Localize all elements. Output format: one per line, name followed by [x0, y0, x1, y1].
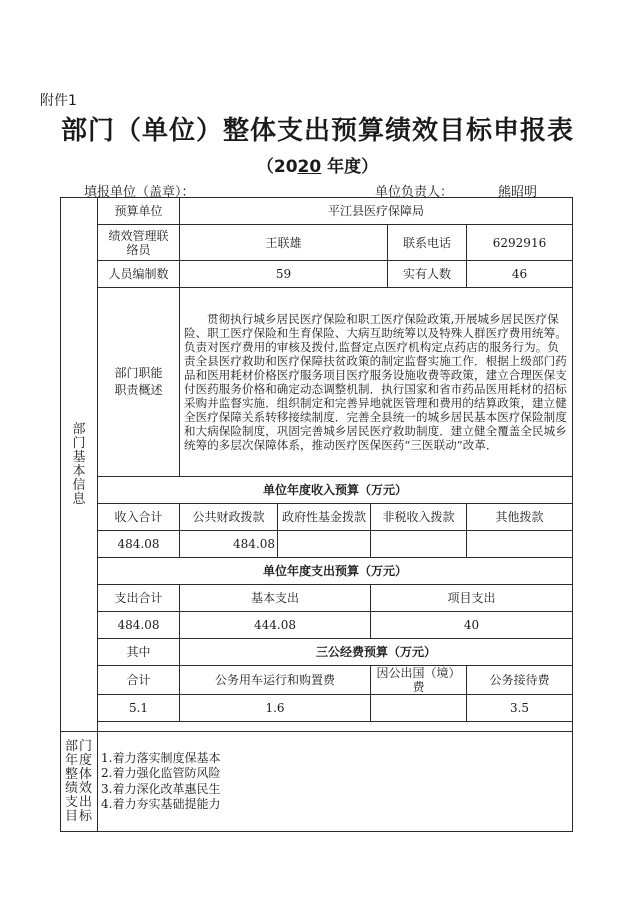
expense-header-basic: 基本支出: [180, 585, 371, 612]
goals-list: [98, 732, 573, 832]
expense-header-total: 支出合计: [98, 585, 180, 612]
staff-actual-value: 46: [467, 261, 573, 288]
three-public-value-abroad: [371, 695, 467, 722]
duty-label: 部门职能职责概述: [98, 288, 180, 477]
three-public-value-car: 1.6: [180, 695, 371, 722]
three-public-header-total: 合计: [98, 666, 180, 695]
year-number: 20: [297, 157, 322, 177]
expense-value-basic: 444.08: [180, 612, 371, 639]
year-line: [0, 152, 635, 177]
year-close: 年度）: [321, 157, 379, 177]
phone-value: 6292916: [467, 225, 573, 261]
income-value-total: 484.08: [98, 531, 180, 558]
goal-item: 4.着力夯实基础提能力: [101, 797, 221, 811]
income-value-fund: [278, 531, 371, 558]
goal-item: 1.着力落实制度保基本: [101, 750, 221, 765]
budget-unit-label: 预算单位: [98, 198, 180, 225]
phone-label: 联系电话: [388, 225, 467, 261]
year-open: （20: [256, 157, 298, 177]
attachment-label: 附件1: [40, 93, 77, 109]
three-public-header-reception: 公务接待费: [467, 666, 573, 695]
staff-quota-value: 59: [180, 261, 388, 288]
duty-text: 贯彻执行城乡居民医疗保险和职工医疗保险政策,开展城乡居民医疗保险、职工医疗保险和生育保险、大病互助统筹以及特殊人群医疗费用统筹。负责对医疗费用的审核及拨付,监督定点医疗机构定点药店的服务行为。负责全县医疗救助和医疗保障扶贫政策的制定监督实施工作．根据上级部门药品和医用耗材价格医疗服务项目医疗服务设施收费等政策，建立合理医保支付医药服务价格和确定动态调整机制．执行国家和省市药品医用耗材的招标采购并监督实施．组织制定和完善异地就医管理和费用的结算政策，建立健全医疗保障关系转移接续制度．完善全县统一的城乡居民基本医疗保险制度和大病保险制度，巩固完善城乡居民医疗救助制度．建立健全覆盖全民城乡统筹的多层次保障体系，推动医疗医保医药“三医联动”改革．: [180, 288, 573, 477]
leader-name: 熊昭明: [498, 185, 538, 200]
three-public-value-total: 5.1: [98, 695, 180, 722]
contact-label: 绩效管理联络员: [98, 225, 180, 261]
staff-quota-label: 人员编制数: [98, 261, 180, 288]
expense-header-project: 项目支出: [371, 585, 573, 612]
expense-value-total: 484.08: [98, 612, 180, 639]
page-title: 部门（单位）整体支出预算绩效目标申报表: [60, 116, 574, 146]
three-public-row-label: 其中: [98, 639, 180, 666]
three-public-value-reception: 3.5: [467, 695, 573, 722]
expense-title: 单位年度支出预算（万元）: [98, 558, 573, 585]
budget-table: [60, 197, 573, 832]
income-value-public: 484.08: [180, 531, 278, 558]
income-header-total: 收入合计: [98, 504, 180, 531]
goals-section-label: 部门年度整体绩效支出目标: [61, 732, 98, 832]
goal-item: 2.着力强化监管防风险: [101, 766, 221, 780]
income-header-nontax: 非税收入拨款: [371, 504, 467, 531]
three-public-title: 三公经费预算（万元）: [180, 639, 573, 666]
income-value-other: [467, 531, 573, 558]
three-public-header-abroad: 因公出国（境）费: [371, 666, 467, 695]
spacer-row: [98, 722, 573, 732]
income-title: 单位年度收入预算（万元）: [98, 477, 573, 504]
income-value-nontax: [371, 531, 467, 558]
goal-item: 3.着力深化改革惠民生: [101, 781, 221, 796]
budget-unit-value: 平江县医疗保障局: [180, 198, 573, 225]
income-header-fund: 政府性基金拨款: [278, 504, 371, 531]
leader-label: 单位负责人：: [375, 185, 454, 200]
three-public-header-car: 公务用车运行和购置费: [180, 666, 371, 695]
contact-name: 王联雄: [180, 225, 388, 261]
fill-unit-label: 填报单位（盖章）：: [84, 185, 195, 200]
income-header-other: 其他拨款: [467, 504, 573, 531]
income-header-public: 公共财政拨款: [180, 504, 278, 531]
expense-value-project: 40: [371, 612, 573, 639]
basic-info-section-label: 部门基本信息: [61, 198, 98, 732]
staff-actual-label: 实有人数: [388, 261, 467, 288]
